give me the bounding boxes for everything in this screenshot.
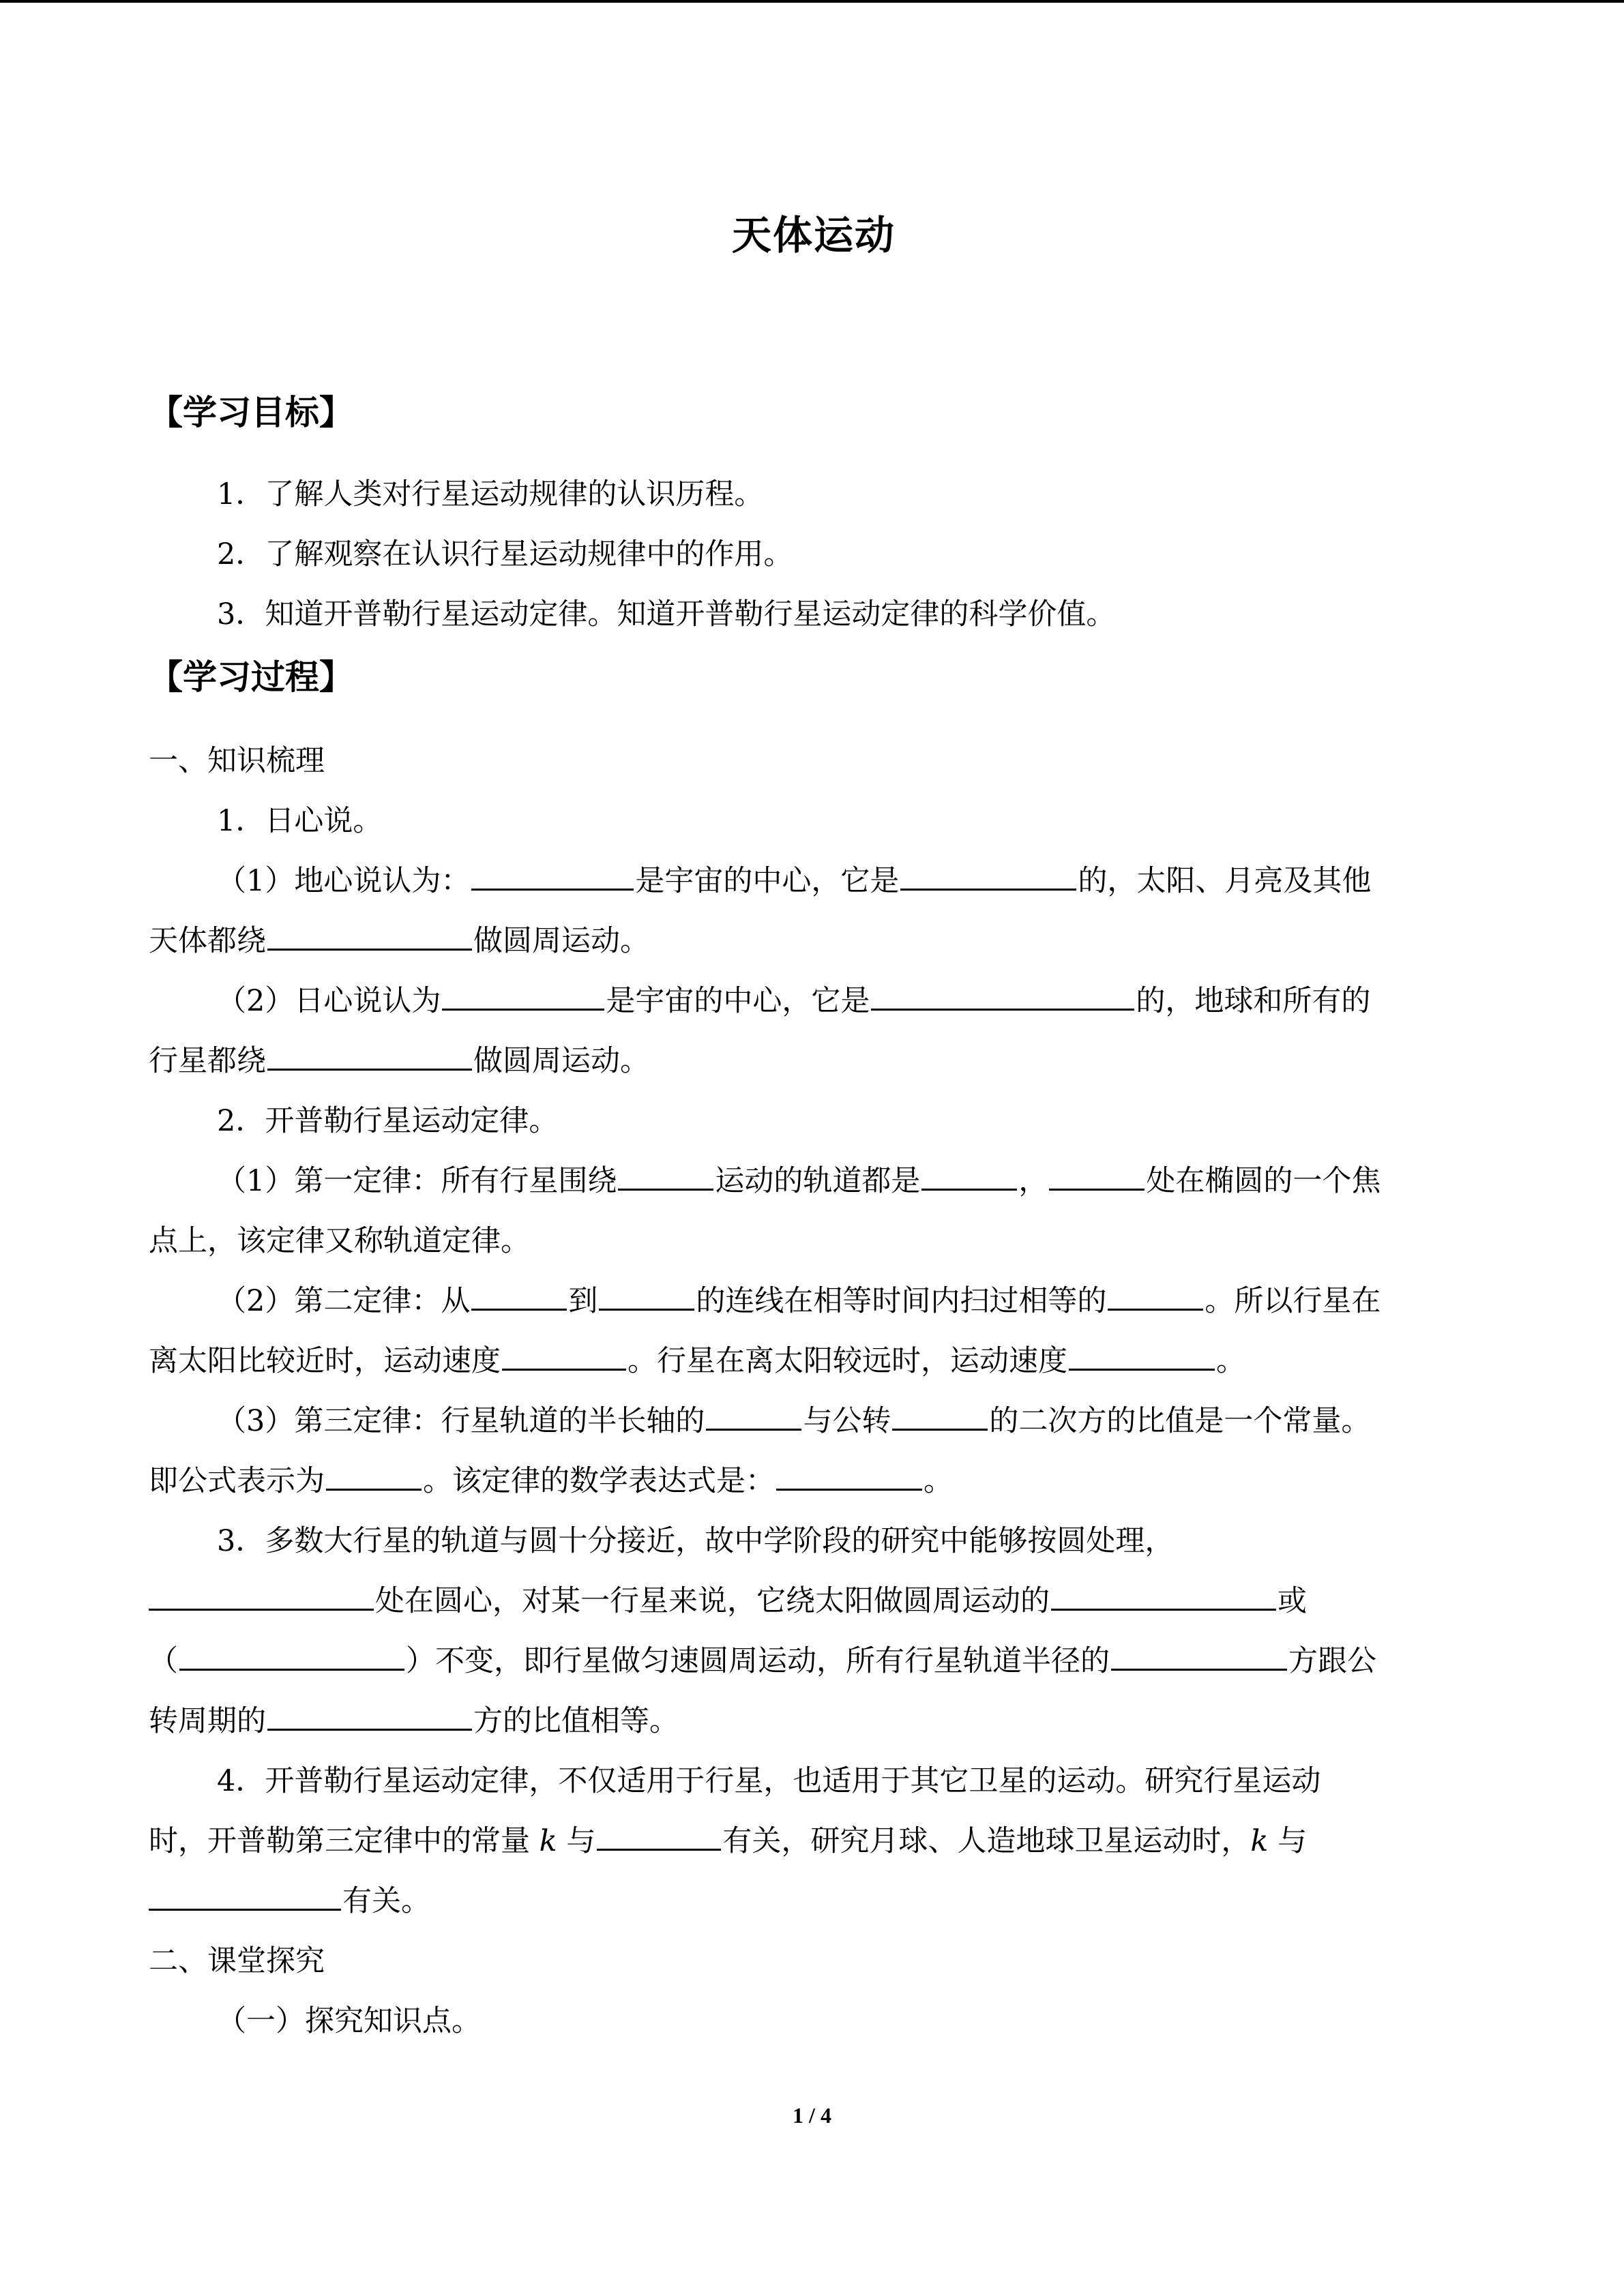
blank-heliocentric-orbit[interactable] [267,1039,472,1071]
section2-title: 二、课堂探究 [149,1944,325,1978]
q2-line1: （2）日心说认为 是宇宙的中心，它是 的，地球和所有的 [149,971,1547,1031]
blank-law3-axis[interactable] [706,1399,801,1431]
item4-line2: 时，开普勒第三定律中的常量 k 与 有关，研究月球、人造地球卫星运动时，k 与 [149,1811,1479,1871]
law2-line2: 离太阳比较近时，运动速度 。行星在离太阳较远时，运动速度 。 [149,1331,1479,1391]
blank-heliocentric-state[interactable] [871,979,1134,1011]
blank-item4-planet-k[interactable] [597,1819,721,1851]
page-number: 1 / 4 [793,2103,831,2128]
blank-law2-from[interactable] [471,1279,567,1311]
item3-line1: 3．多数大行星的轨道与圆十分接近，故中学阶段的研究中能够按圆处理， [217,1524,1175,1558]
law1-line2: 点上，该定律又称轨道定律。 [149,1224,530,1258]
blank-law2-to[interactable] [599,1279,694,1311]
blank-law2-near-speed[interactable] [502,1339,626,1371]
blank-law1-center[interactable] [618,1159,713,1191]
blank-item3-angular[interactable] [1051,1579,1276,1611]
item4-line3: 有关。 [149,1871,1479,1931]
blank-item3-radius-power[interactable] [1111,1639,1287,1671]
blank-heliocentric-center[interactable] [442,979,604,1011]
blank-geocentric-state[interactable] [900,859,1076,891]
q1-line1: （1）地心说认为： 是宇宙的中心，它是 的，太阳、月亮及其他 [149,851,1547,911]
item1-title: 1．日心说。 [217,804,383,838]
blank-law1-focus[interactable] [1049,1159,1145,1191]
top-border [0,0,1624,3]
goal-2: 2．了解观察在认识行星运动规律中的作用。 [217,537,793,571]
heading-process: 【学习过程】 [149,657,353,697]
blank-geocentric-center[interactable] [471,859,634,891]
q1-line2: 天体都绕 做圆周运动。 [149,911,1479,971]
item2-title: 2．开普勒行星运动定律。 [217,1104,559,1138]
blank-law3-expression[interactable] [776,1459,922,1491]
blank-law2-area[interactable] [1108,1279,1203,1311]
section1-title: 一、知识梳理 [149,744,325,778]
item3-line2: 处在圆心，对某一行星来说，它绕太阳做圆周运动的 或 [149,1571,1479,1631]
blank-item3-linear[interactable] [179,1639,404,1671]
heading-goals: 【学习目标】 [149,393,353,432]
goal-3: 3．知道开普勒行星运动定律。知道开普勒行星运动定律的科学价值。 [217,597,1116,631]
law1-line1: （1）第一定律：所有行星围绕 运动的轨道都是 ， 处在椭圆的一个焦 [149,1151,1547,1211]
section2-sub1: （一）探究知识点。 [217,2004,481,2038]
item4-line1: 4．开普勒行星运动定律，不仅适用于行星，也适用于其它卫星的运动。研究行星运动 [217,1764,1321,1798]
blank-law3-period[interactable] [892,1399,988,1431]
blank-law2-far-speed[interactable] [1069,1339,1215,1371]
law3-line2: 即公式表示为 。该定律的数学表达式是： 。 [149,1451,1479,1511]
item3-line3: （ ）不变，即行星做匀速圆周运动，所有行星轨道半径的 方跟公 [149,1631,1479,1691]
law3-line1: （3）第三定律：行星轨道的半长轴的 与公转 的二次方的比值是一个常量。 [149,1391,1547,1451]
blank-law1-shape[interactable] [921,1159,1017,1191]
blank-geocentric-orbit[interactable] [267,919,472,951]
item3-line4: 转周期的 方的比值相等。 [149,1691,1479,1751]
blank-item4-satellite-k[interactable] [149,1879,341,1911]
goal-1: 1．了解人类对行星运动规律的认识历程。 [217,477,764,511]
page-title: 天体运动 [731,212,896,258]
blank-item3-period-power[interactable] [267,1699,472,1731]
blank-item3-center[interactable] [149,1579,374,1611]
blank-law3-formula[interactable] [326,1459,422,1491]
law2-line1: （2）第二定律：从 到 的连线在相等时间内扫过相等的 。所以行星在 [149,1271,1547,1331]
q2-line2: 行星都绕 做圆周运动。 [149,1031,1479,1091]
